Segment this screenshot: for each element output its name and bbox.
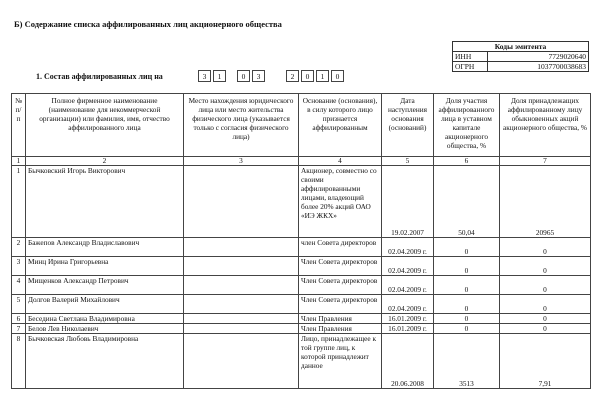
- ordinary-shares: 0: [500, 295, 591, 314]
- affiliate-place: [184, 295, 299, 314]
- row-number: 7: [12, 324, 26, 334]
- affiliate-place: [184, 238, 299, 257]
- basis-date: 16.01.2009 г.: [382, 324, 434, 334]
- header-col-1: № п/п: [12, 94, 26, 157]
- header-col-5: Дата наступления основания (оснований): [382, 94, 434, 157]
- affiliate-name: Белов Лев Николаевич: [26, 324, 184, 334]
- codes-header: Коды эмитента: [453, 42, 589, 52]
- row-number: 1: [12, 166, 26, 238]
- ordinary-shares: 0: [500, 314, 591, 324]
- table-row: [12, 334, 591, 389]
- table-row: [12, 257, 591, 276]
- capital-share: 0: [434, 257, 500, 276]
- code-key: ОГРН: [453, 62, 488, 72]
- basis-date: 02.04.2009 г.: [382, 276, 434, 295]
- affiliate-basis: Член Совета директоров: [299, 257, 382, 276]
- header-col-7: Доля принадлежащих аффилированному лицу обыкновенных акций акционерного общества, %: [500, 94, 591, 157]
- basis-date: 19.02.2007: [382, 166, 434, 238]
- table-row: [12, 276, 591, 295]
- affiliate-name: Бычковский Игорь Викторович: [26, 166, 184, 238]
- ordinary-shares: 0: [500, 257, 591, 276]
- code-key: ИНН: [453, 52, 488, 62]
- code-value: 7729020640: [488, 52, 589, 62]
- date-digit-box: 3: [198, 70, 211, 82]
- affiliate-name: Мищенков Александр Петрович: [26, 276, 184, 295]
- ordinary-shares: 0: [500, 238, 591, 257]
- list-subtitle: 1. Состав аффилированных лиц на: [36, 72, 163, 81]
- affiliate-basis: Лицо, принадлежащее к той группе лиц, к которой принадлежит данное: [299, 334, 382, 389]
- table-row: [12, 324, 591, 334]
- affiliate-name: Бажепов Александр Владиславович: [26, 238, 184, 257]
- ordinary-shares: 7,91: [500, 334, 591, 389]
- affiliate-place: [184, 334, 299, 389]
- capital-share: 0: [434, 314, 500, 324]
- ordinary-shares: 0: [500, 324, 591, 334]
- table-row: [12, 166, 591, 238]
- capital-share: 0: [434, 238, 500, 257]
- row-number: 3: [12, 257, 26, 276]
- date-digit-box: 3: [252, 70, 265, 82]
- ordinary-shares: 20965: [500, 166, 591, 238]
- affiliate-name: Беседина Светлана Владимировна: [26, 314, 184, 324]
- row-number: 6: [12, 314, 26, 324]
- affiliate-basis: Член Совета директоров: [299, 295, 382, 314]
- column-number: 6: [434, 157, 500, 166]
- affiliate-name: Бычковская Любовь Владимировна: [26, 334, 184, 389]
- capital-share: 3513: [434, 334, 500, 389]
- affiliate-basis: Акционер, совместно со своими аффилированными лицами, владеющий более 20% акций ОАО «ИЭ ЖКХ»: [299, 166, 382, 238]
- issuer-codes-table: [452, 41, 589, 72]
- header-col-3: Место нахождения юридического лица или место жительства физического лица (указывается только с согласия физического лица): [184, 94, 299, 157]
- affiliate-basis: Член Правления: [299, 314, 382, 324]
- column-number: 1: [12, 157, 26, 166]
- date-digit-box: 0: [237, 70, 250, 82]
- affiliates-table: [11, 93, 591, 389]
- table-row: [12, 295, 591, 314]
- affiliate-place: [184, 324, 299, 334]
- ordinary-shares: 0: [500, 276, 591, 295]
- capital-share: 0: [434, 324, 500, 334]
- basis-date: 20.06.2008: [382, 334, 434, 389]
- affiliate-basis: член Совета директоров: [299, 238, 382, 257]
- affiliate-basis: Член Совета директоров: [299, 276, 382, 295]
- capital-share: 0: [434, 276, 500, 295]
- row-number: 8: [12, 334, 26, 389]
- affiliate-place: [184, 257, 299, 276]
- basis-date: 02.04.2009 г.: [382, 238, 434, 257]
- header-col-2: Полное фирменное наименование (наименование для некоммерческой организации) или фамилия, имя, отчество аффилированного лица: [26, 94, 184, 157]
- table-row: [12, 314, 591, 324]
- date-digit-box: 2: [286, 70, 299, 82]
- affiliate-place: [184, 276, 299, 295]
- affiliate-name: Долгов Валерий Михайлович: [26, 295, 184, 314]
- basis-date: 16.01.2009 г.: [382, 314, 434, 324]
- capital-share: 50,04: [434, 166, 500, 238]
- affiliate-place: [184, 166, 299, 238]
- date-digit-box: 0: [301, 70, 314, 82]
- column-number: 7: [500, 157, 591, 166]
- column-number: 4: [299, 157, 382, 166]
- row-number: 5: [12, 295, 26, 314]
- column-number: 2: [26, 157, 184, 166]
- basis-date: 02.04.2009 г.: [382, 257, 434, 276]
- affiliate-basis: Член Правления: [299, 324, 382, 334]
- section-title: Б) Содержание списка аффилированных лиц акционерного общества: [14, 19, 282, 29]
- header-col-4: Основание (основания), в силу которого лицо признается аффилированным: [299, 94, 382, 157]
- date-digit-box: 1: [316, 70, 329, 82]
- affiliate-name: Минц Ирина Григорьевна: [26, 257, 184, 276]
- row-number: 4: [12, 276, 26, 295]
- capital-share: 0: [434, 295, 500, 314]
- row-number: 2: [12, 238, 26, 257]
- code-value: 1037700038683: [488, 62, 589, 72]
- header-col-6: Доля участия аффилированного лица в уставном капитале акционерного общества, %: [434, 94, 500, 157]
- affiliate-place: [184, 314, 299, 324]
- date-digit-box: 0: [331, 70, 344, 82]
- basis-date: 02.04.2009 г.: [382, 295, 434, 314]
- column-number: 3: [184, 157, 299, 166]
- date-digit-box: 1: [213, 70, 226, 82]
- table-row: [12, 238, 591, 257]
- column-number: 5: [382, 157, 434, 166]
